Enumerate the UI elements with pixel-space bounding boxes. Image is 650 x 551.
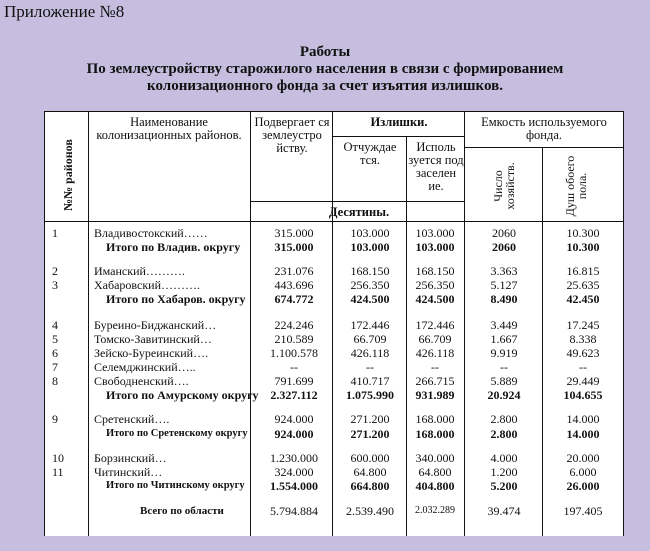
allotted-value: 172.446 [350,318,390,332]
used-value: 168.000 [415,427,455,441]
farms-value: 5.889 [490,374,518,388]
header-souls: Душ обоего пола. [563,155,589,217]
used-value: 103.000 [415,240,455,254]
farms-value: 39.474 [487,504,521,518]
used-value: 266.715 [415,374,455,388]
souls-value: 20.000 [566,451,600,465]
district-name: Итого по Амурскому округу [106,388,259,402]
table-row [44,278,624,292]
farms-value: 1.200 [490,465,518,479]
district-name: Читинский… [94,465,163,479]
header-num: №№ районов [61,139,75,211]
subject-value: 1.230.000 [270,451,318,465]
souls-value: 29.449 [566,374,600,388]
table-row [44,318,624,332]
souls-value: 14.000 [566,427,600,441]
farms-value: 8.490 [490,292,518,306]
table-row [44,465,624,479]
farms-value: 9.919 [490,346,518,360]
district-name: Томско-Завитинский… [94,332,212,346]
subject-value: 443.696 [274,278,314,292]
subject-value: 1.554.000 [270,479,318,493]
farms-value: 20.924 [487,388,521,402]
farms-value: 5.200 [490,479,518,493]
table-top-border [44,111,624,112]
district-name: Селемджинский….. [94,360,196,374]
subject-value: 2.327.112 [270,388,318,402]
district-number: 7 [52,360,58,374]
header-surplus: Излишки. [370,115,428,129]
used-value: -- [431,360,439,374]
surplus-underline [332,136,464,137]
district-number: 10 [52,451,64,465]
district-number: 3 [52,278,58,292]
farms-value: -- [500,360,508,374]
district-name: Зейско-Буреинский…. [94,346,209,360]
used-value: 168.150 [415,264,455,278]
total-row [44,388,624,402]
header-bottom-line [44,221,624,222]
header-allotted: Отчуждае тся. [343,140,397,167]
used-value: 2.032.289 [415,505,455,516]
used-value: 66.709 [418,332,452,346]
subject-value: 791.699 [274,374,314,388]
farms-value: 2.800 [490,412,518,426]
subject-value: 324.000 [274,465,314,479]
total-row [44,292,624,306]
district-name: Итого по Читинскому округу [106,480,245,491]
used-value: 931.989 [415,388,455,402]
farms-value: 3.363 [490,264,518,278]
allotted-value: 426.118 [350,346,390,360]
district-name: Владивостокский…… [94,226,208,240]
subject-value: 924.000 [274,427,314,441]
allotted-value: 271.200 [350,412,390,426]
district-number: 11 [52,465,64,479]
table-sheet [44,111,624,536]
farms-value: 4.000 [490,451,518,465]
souls-value: 197.405 [563,504,603,518]
subject-value: 315.000 [274,226,314,240]
used-value: 404.800 [415,479,455,493]
table-row [44,226,624,240]
district-name: Всего по области [140,505,224,517]
used-value: 340.000 [415,451,455,465]
capacity-underline [464,147,624,148]
allotted-value: 424.500 [350,292,390,306]
title-line-1: Работы [299,44,351,60]
appendix-label: Приложение №8 [4,2,125,21]
souls-value: 16.815 [566,264,600,278]
total-row [44,240,624,254]
allotted-value: 103.000 [350,226,390,240]
subject-value: 210.589 [274,332,314,346]
table-row [44,374,624,388]
district-name: Сретенский…. [94,412,170,426]
allotted-value: 64.800 [353,465,387,479]
allotted-value: 271.200 [350,427,390,441]
title-line-3: колонизационного фонда за счет изъятия излишков. [147,78,503,94]
allotted-value: 1.075.990 [346,388,394,402]
souls-value: 104.655 [563,388,603,402]
district-name: Борзинский… [94,451,167,465]
farms-value: 3.449 [490,318,518,332]
souls-value: 10.300 [566,226,600,240]
total-row [44,479,624,493]
district-name: Итого по Сретенскому округу [106,428,248,439]
unit-top-line [250,201,464,202]
subject-value: 315.000 [274,240,314,254]
allotted-value: 66.709 [353,332,387,346]
souls-value: 17.245 [566,318,600,332]
district-name: Иманский………. [94,264,185,278]
subject-value: 224.246 [274,318,314,332]
subject-value: 1.100.578 [270,346,318,360]
district-number: 2 [52,264,58,278]
farms-value: 2060 [492,226,516,240]
used-value: 168.000 [415,412,455,426]
district-number: 6 [52,346,58,360]
district-number: 5 [52,332,58,346]
allotted-value: 168.150 [350,264,390,278]
document-title [0,44,650,95]
table-row [44,451,624,465]
used-value: 103.000 [415,226,455,240]
used-value: 424.500 [415,292,455,306]
allotted-value: 103.000 [350,240,390,254]
farms-value: 2.800 [490,427,518,441]
subject-value: -- [290,360,298,374]
subject-value: 924.000 [274,412,314,426]
allotted-value: 256.350 [350,278,390,292]
farms-value: 2060 [492,240,516,254]
used-value: 256.350 [415,278,455,292]
total-row [44,427,624,441]
table-row [44,360,624,374]
district-name: Итого по Хабаров. округу [106,292,246,306]
allotted-value: -- [366,360,374,374]
allotted-value: 600.000 [350,451,390,465]
allotted-value: 664.800 [350,479,390,493]
header-subject: Подвергает ся землеустро йству. [254,115,330,155]
souls-value: 26.000 [566,479,600,493]
table-row [44,264,624,278]
souls-value: 14.000 [566,412,600,426]
subject-value: 231.076 [274,264,314,278]
table-row [44,346,624,360]
header-capacity: Емкость используемого фонда. [481,115,607,142]
allotted-value: 2.539.490 [346,504,394,518]
district-name: Итого по Владив. округу [106,240,241,254]
district-name: Свободненский…. [94,374,189,388]
table-row [44,412,624,426]
district-name: Хабаровский………. [94,278,201,292]
souls-value: 49.623 [566,346,600,360]
district-number: 8 [52,374,58,388]
souls-value: 25.635 [566,278,600,292]
district-number: 9 [52,412,58,426]
subject-value: 5.794.884 [270,504,318,518]
header-farms: Число хозяйств. [491,162,517,210]
used-value: 64.800 [418,465,452,479]
header-unit: Десятины. [328,205,390,219]
used-value: 172.446 [415,318,455,332]
title-line-2: По землеустройству старожилого населения в связи с формированием [86,61,564,77]
souls-value: -- [579,360,587,374]
souls-value: 6.000 [569,465,597,479]
souls-value: 8.338 [569,332,597,346]
used-value: 426.118 [415,346,455,360]
district-name: Буреино-Биджанский… [94,318,217,332]
allotted-value: 410.717 [350,374,390,388]
subject-value: 674.772 [274,292,314,306]
district-number: 1 [52,226,58,240]
farms-value: 1.667 [490,332,518,346]
souls-value: 10.300 [566,240,600,254]
grand-total-row [44,504,624,518]
header-name: Наименование колонизационных районов. [96,115,242,142]
souls-value: 42.450 [566,292,600,306]
table-row [44,332,624,346]
farms-value: 5.127 [490,278,518,292]
district-number: 4 [52,318,58,332]
header-used: Исполь зуется под заселен ие. [408,140,464,193]
